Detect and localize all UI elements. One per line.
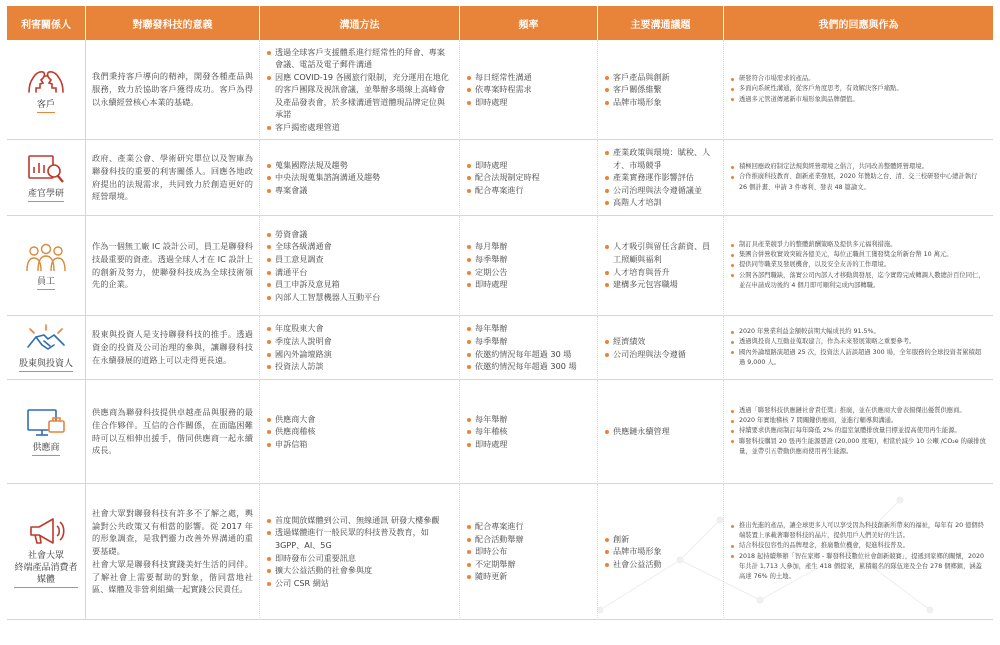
frequency-cell [460,380,598,484]
method-item: 首度開放媒體到公司、無線通訊 研發大樓參觀 [266,514,453,527]
meaning-cell [86,140,260,216]
stakeholder-name: 員工 [37,276,55,290]
frequency-item: 依邀約情況每年超過 30 場 [466,348,591,361]
frequency-cell [460,140,598,216]
issues-cell [598,140,724,216]
issue-item: 人才吸引與留任含薪資、員工照顧與福利 [604,240,717,265]
table-row [7,216,993,316]
method-item: 因應 COVID-19 各國旅行限制，充分運用在地化的客戶團隊及視訊會議，並舉辦多場線上高峰會及產品發表會，於多樣溝通管道體現品牌定位與承諾 [266,71,453,121]
stakeholder-cell [7,380,86,484]
stakeholder-name: 產官學研 [28,188,64,202]
response-item: 合作推廣科技教育、創新產業發展，2020 年贊助之台、清、交三校研發中心總計執行 26 個計畫、申請 3 件專利、發表 48 篇論文。 [730,172,987,192]
header-stakeholder: 利害關係人 [7,6,86,40]
responses-list [730,521,987,581]
method-item: 透過媒體進行一般民眾的科技普及教育，如 3GPP、AI、5G [266,526,453,551]
issue-item: 經濟績效 [604,335,717,348]
method-item: 國內外論壇路演 [266,348,453,361]
issue-item: 品牌市場形象 [604,545,717,558]
issues-cell [598,484,724,620]
meaning-cell [86,316,260,380]
issue-item: 公司治理與法令遵循議並 [604,184,717,197]
response-item: 透過與投資人互動並蒐取建言，作為未來發展策略之重要參考。 [730,337,987,347]
issue-item: 創新 [604,533,717,546]
employees-icon [24,241,68,273]
stakeholder-card [11,241,81,290]
meaning-text: 社會大眾對聯發科技有許多不了解之處，輿論對公共政策又有相當的影響。從 2017 年的形象調查，是我們靈力改善外界溝通的重要基礎。 社會大眾是聯發科技實踐美好生活的同伴。了解社會上需要幫助的對象，偕同當地社區、媒體及非營利組織一起實踐公民責任。 [92,508,253,595]
method-item: 蒐集國際法規及趨勢 [266,159,453,172]
method-item: 季度法人說明會 [266,335,453,348]
issue-item: 產業政策與環境：賦稅、人才、市場競爭 [604,146,717,171]
frequency-list [466,413,591,451]
header-issues: 主要溝通議題 [598,6,724,40]
frequency-list [466,240,591,290]
responses-list [730,74,987,104]
stakeholder-table [7,6,993,620]
header-methods: 溝通方法 [260,6,460,40]
response-item: 持續要求供應商制訂每年降低 2% 的溫室氣體排放量目標並提高使用再生能源。 [730,426,987,436]
stakeholder-name: 社會大眾 終端產品消費者 媒體 [14,550,77,588]
stakeholder-name: 客戶 [37,99,55,113]
frequency-item: 不定期舉辦 [466,558,591,571]
method-item: 擴大公益活動的社會參與度 [266,564,453,577]
frequency-item: 即時處理 [466,159,591,172]
response-item: 透過多元管道傳遞新市場形象與品牌價值。 [730,95,987,105]
frequency-item: 每日經常性溝通 [466,71,591,84]
response-item: 集團合併營收實效突破各億美元，每位正職員工獲發獎金所新台幣 10 萬元。 [730,250,987,260]
methods-list [266,514,453,589]
frequency-list [466,520,591,583]
table-row [7,380,993,484]
responses-cell [724,140,993,216]
response-item: 國內外論壇路演超過 25 次，投資法人訪談超過 300 場，全年服務的全球投資者累積超過 9,000 人。 [730,348,987,368]
customer-faces-icon [25,66,67,96]
meaning-text: 股東與投資人是支持聯發科技的推手。透過資金的投資及公司治理的參與，讓聯發科技在永續發展的道路上可以走得更長遠。 [92,329,253,365]
methods-cell [260,216,460,316]
issue-item: 品牌市場形象 [604,96,717,109]
responses-list [730,162,987,192]
response-item: 研發符合市場需求的產品。 [730,74,987,84]
frequency-cell [460,216,598,316]
response-item: 結合科技包容性的品牌理念，推廣數位機會，促進科技普及。 [730,541,987,551]
method-item: 供應商大會 [266,413,453,426]
frequency-list [466,159,591,197]
issue-item: 產業實務運作影響評估 [604,171,717,184]
frequency-item: 每年稽核 [466,425,591,438]
header-meaning: 對聯發科技的意義 [86,6,260,40]
frequency-item: 配合法規制定時程 [466,171,591,184]
response-item: 2020 年實地稽核 7 間關鍵供應商，並進行輔導與溝通。 [730,416,987,426]
issues-cell [598,40,724,140]
response-item: 聯發科技購買 20 張再生能源憑證 (20,000 度電)，相當於減少 10 公噸 /CO₂e 的碳排放量，並帶引五帶動供應商使用再生能源。 [730,437,987,457]
response-item: 2020 年營業利益金額較前期大幅成長約 91.5%。 [730,327,987,337]
stakeholder-cell [7,484,86,620]
method-item: 員工意見調查 [266,253,453,266]
frequency-item: 隨時更新 [466,570,591,583]
frequency-item: 即時公布 [466,545,591,558]
issues-cell [598,216,724,316]
methods-list [266,46,453,134]
issue-item: 客戶關係維繫 [604,83,717,96]
method-item: 透過全球客戶支援體系進行經常性的拜會、專案會議、電話及電子郵件溝通 [266,46,453,71]
frequency-item: 即時處理 [466,438,591,451]
frequency-cell [460,40,598,140]
methods-cell [260,140,460,216]
method-item: 年度股東大會 [266,322,453,335]
meaning-cell [86,216,260,316]
method-item: 內部人工智慧機器人互動平台 [266,291,453,304]
stakeholder-cell [7,216,86,316]
issue-item: 建構多元包容職場 [604,278,717,291]
method-item: 專案會議 [266,184,453,197]
issues-list [604,146,717,209]
issues-cell [598,316,724,380]
response-item: 推出先進的產品，讓全球更多人可以享受因為科技創新所帶來的福祉，每年有 20 億個終端裝置上承載著聯發科技的晶片，提供用戶人們美好的生活。 [730,521,987,541]
frequency-item: 每月舉辦 [466,240,591,253]
frequency-item: 配合專案進行 [466,184,591,197]
meaning-text: 政府、產業公會、學術研究單位以及智庫為聯發科技的重要的利害關係人。回應各地政府提出的法規需求，共同致力於創造更好的經營環境。 [92,153,253,202]
method-item: 全球各級溝通會 [266,240,453,253]
meaning-cell [86,484,260,620]
frequency-list [466,322,591,372]
method-item: 勞資會議 [266,228,453,241]
table-row [7,40,993,140]
stakeholder-card [11,407,81,456]
meaning-cell [86,380,260,484]
method-item: 公司 CSR 網站 [266,577,453,590]
frequency-item: 依專案時程需求 [466,83,591,96]
issue-item: 高階人才培訓 [604,196,717,209]
responses-cell [724,40,993,140]
methods-list [266,413,453,451]
meaning-text: 我們秉持客戶導向的精神，開發各種產品與服務，致力於協助客戶獲得成功。客戶為得以永續經營核心本業的基礎。 [92,71,253,107]
table-row [7,484,993,620]
response-item: 多面向系統性溝通，從客戶角度思考，有效解決客戶痛點。 [730,84,987,94]
stakeholder-name: 股東與投資人 [19,358,73,372]
frequency-item: 配合專案進行 [466,520,591,533]
meaning-text: 作為一個無工廠 IC 設計公司，員工是聯發科技最重要的資產。透過全球人才在 IC 設計上的創新及努力，使聯發科技成為全球技術領先的企業。 [92,241,253,290]
responses-list [730,240,987,290]
header-frequency: 頻率 [460,6,598,40]
stakeholder-name: 供應商 [32,442,59,456]
responses-cell [724,216,993,316]
frequency-item: 即時處理 [466,278,591,291]
methods-cell [260,484,460,620]
response-item: 制訂具產業競爭力的整體薪酬策略及提供多元福利措施。 [730,240,987,250]
issues-list [604,335,717,360]
response-item: 積極回應政府制定法規與經營環境之倡言，共同改善整體經營環境。 [730,162,987,172]
header-row [7,6,993,40]
responses-cell [724,316,993,380]
response-item: 2018 起持續舉辦「智在家鄉 - 聯發科技數位社會創新競賽」，提遞到家鄉的關懷，2020 年共計 1,713 人參加，產生 418 個提案，累積報名的隊伍達及全台 278 個鄉鎮，涵蓋高達 76% 的土地。 [730,552,987,582]
method-item: 即時發布公司重要訊息 [266,552,453,565]
frequency-item: 每年舉辦 [466,322,591,335]
frequency-item: 每季舉辦 [466,253,591,266]
frequency-item: 即時處理 [466,96,591,109]
meaning-text: 供應商為聯發科技提供卓越產品與服務的最佳合作夥伴。互信的合作關係，在面臨困難時可以互相伸出援手，偕同供應商一起永續成長。 [92,407,253,456]
megaphone-icon [25,515,67,547]
response-item: 提供同等職業及發展機會，以及安全友善的工作環境。 [730,260,987,270]
meaning-cell [86,40,260,140]
frequency-item: 依邀約情況每年超過 300 場 [466,360,591,373]
responses-cell [724,380,993,484]
frequency-cell [460,316,598,380]
responses-list [730,406,987,456]
header-responses: 我們的回應與作為 [724,6,993,40]
supplier-briefcase-icon [25,407,67,439]
method-item: 申訴信箱 [266,438,453,451]
methods-list [266,322,453,372]
issue-item: 客戶產品與創新 [604,71,717,84]
frequency-list [466,71,591,109]
method-item: 中央法規蒐集諮詢溝通及趨勢 [266,171,453,184]
issues-list [604,240,717,290]
methods-cell [260,380,460,484]
method-item: 溝通平台 [266,266,453,279]
stakeholder-cell [7,140,86,216]
stakeholder-card [11,515,81,588]
table-row [7,316,993,380]
issues-list [604,425,717,438]
stakeholder-cell [7,316,86,380]
handshake-icon [24,323,68,355]
responses-list [730,327,987,367]
issue-item: 公司治理與法令遵循 [604,348,717,361]
issue-item: 人才培育與晉升 [604,266,717,279]
frequency-cell [460,484,598,620]
frequency-item: 每年舉辦 [466,413,591,426]
methods-cell [260,316,460,380]
methods-list [266,159,453,197]
frequency-item: 每季舉辦 [466,335,591,348]
issues-cell [598,380,724,484]
method-item: 投資法人訪談 [266,360,453,373]
methods-list [266,228,453,303]
response-item: 公開各部門職缺，落實公司內部人才移動與發展，迄今實際完成轉調人數總計百位同仁，並在申請成功後約 4 個月即可順利完成內部轉職。 [730,271,987,291]
issue-item: 供應鏈永續管理 [604,425,717,438]
issue-item: 社會公益活動 [604,558,717,571]
response-item: 透過「聯發科技供應鏈社會責任獎」推廣，並在供應商大會表揚傑出優質供應商。 [730,406,987,416]
frequency-item: 配合活動舉辦 [466,533,591,546]
issues-list [604,71,717,109]
stakeholder-cell [7,40,86,140]
method-item: 客戶揭密處理管道 [266,121,453,134]
method-item: 員工申訴及意見箱 [266,278,453,291]
stakeholder-card [11,323,81,372]
method-item: 供應商稽核 [266,425,453,438]
research-chart-icon [25,153,67,185]
methods-cell [260,40,460,140]
frequency-item: 定期公告 [466,266,591,279]
stakeholder-card [11,153,81,202]
table-row [7,140,993,216]
stakeholder-card [11,66,81,113]
responses-cell [724,484,993,620]
issues-list [604,533,717,571]
